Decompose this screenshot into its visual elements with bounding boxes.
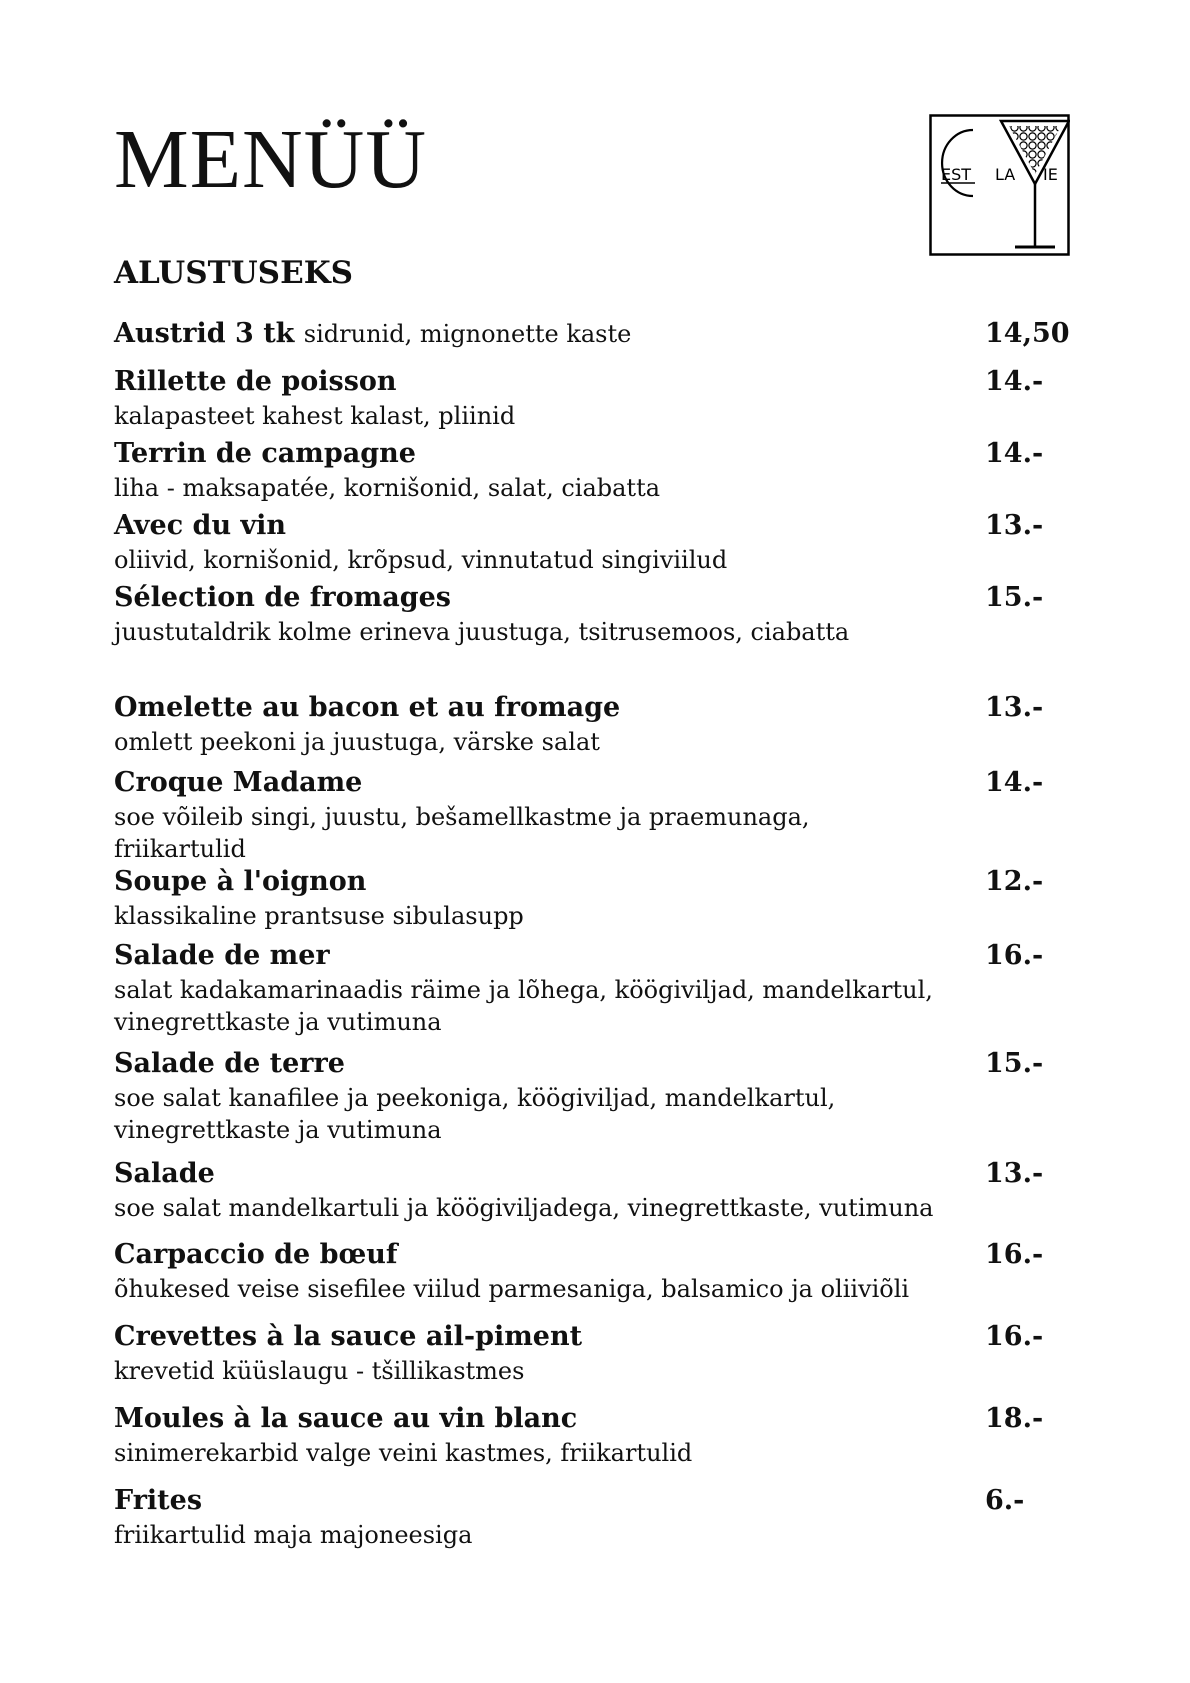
menu-item-name	[114, 508, 1064, 544]
menu-item-price: 13.-	[985, 1158, 1044, 1189]
menu-item-name	[114, 1319, 1064, 1355]
menu-item-description: liha - maksapatée, kornišonid, salat, ciabatta	[114, 474, 661, 502]
menu-item-description: soe salat mandelkartuli ja köögiviljadega, vinegrettkaste, vutimuna	[114, 1194, 934, 1222]
menu-item-description: sidrunid, mignonette kaste	[303, 320, 632, 348]
menu-item-name	[114, 364, 1064, 400]
menu-item-description: omlett peekoni ja juustuga, värske salat	[114, 728, 600, 756]
menu-item-description: salat kadakamarinaadis räime ja lõhega, köögiviljad, mandelkartul, vinegrettkaste ja vutimuna	[114, 976, 933, 1036]
menu-item	[114, 508, 1064, 576]
menu-item-title: Sélection de fromages	[114, 582, 451, 613]
menu-item	[114, 765, 1064, 865]
menu-item-description: klassikaline prantsuse sibulasupp	[114, 902, 524, 930]
menu-item-price: 6.-	[985, 1485, 1025, 1516]
svg-text:LA: LA	[995, 165, 1016, 184]
menu-item-title: Salade de terre	[114, 1048, 345, 1079]
menu-item-title: Salade de mer	[114, 940, 330, 971]
menu-item-title: Soupe à l'oignon	[114, 866, 367, 897]
menu-item-description: juustutaldrik kolme erineva juustuga, tsitrusemoos, ciabatta	[114, 618, 850, 646]
menu-item-price: 16.-	[985, 1239, 1044, 1270]
menu-item	[114, 864, 1064, 932]
menu-item	[114, 580, 1064, 648]
menu-item-description: õhukesed veise sisefilee viilud parmesaniga, balsamico ja oliiviõli	[114, 1275, 910, 1303]
menu-item-title: Moules à la sauce au vin blanc	[114, 1403, 578, 1434]
menu-item-price: 13.-	[985, 510, 1044, 541]
menu-item-description: kalapasteet kahest kalast, pliinid	[114, 402, 516, 430]
menu-item-description: soe salat kanafilee ja peekoniga, köögiviljad, mandelkartul, vinegrettkaste ja vutimuna	[114, 1084, 836, 1144]
menu-item-name	[114, 938, 1064, 974]
menu-item-price: 12.-	[985, 866, 1044, 897]
menu-item	[114, 1401, 1064, 1469]
menu-item-name	[114, 690, 1064, 726]
menu-item-price: 14.-	[985, 767, 1044, 798]
menu-item-description: sinimerekarbid valge veini kastmes, friikartulid	[114, 1439, 693, 1467]
menu-item-title: Avec du vin	[114, 510, 287, 541]
menu-item-name	[114, 580, 1064, 616]
cest-la-vie-logo	[929, 114, 1070, 256]
menu-item-name	[114, 1237, 1064, 1273]
menu-item-price: 18.-	[985, 1403, 1044, 1434]
menu-item	[114, 436, 1064, 504]
menu-item-title: Salade	[114, 1158, 215, 1189]
menu-item	[114, 364, 1064, 432]
menu-item-price: 13.-	[985, 692, 1044, 723]
menu-item-name	[114, 1401, 1064, 1437]
menu-item-price: 15.-	[985, 1048, 1044, 1079]
menu-item-title: Austrid 3 tk	[114, 318, 295, 349]
menu-item-description: soe võileib singi, juustu, bešamellkastme ja praemunaga, friikartulid	[114, 803, 810, 863]
menu-item-title: Crevettes à la sauce ail-piment	[114, 1321, 583, 1352]
menu-item-description: krevetid küüslaugu - tšillikastmes	[114, 1357, 525, 1385]
menu-item-name	[114, 1483, 1064, 1519]
menu-item	[114, 1483, 1064, 1551]
menu-item-title: Omelette au bacon et au fromage	[114, 692, 621, 723]
menu-item	[114, 1237, 1064, 1305]
menu-item-name	[114, 1046, 1064, 1082]
menu-item-title: Terrin de campagne	[114, 438, 416, 469]
menu-item-price: 14,50	[985, 318, 1070, 349]
menu-item-title: Rillette de poisson	[114, 366, 397, 397]
menu-item	[114, 938, 1064, 1038]
menu-item-title: Croque Madame	[114, 767, 363, 798]
menu-item-description: oliivid, kornišonid, krõpsud, vinnutatud singiviilud	[114, 546, 728, 574]
menu-item	[114, 1156, 1064, 1224]
menu-item	[114, 316, 1070, 352]
menu-item-price: 16.-	[985, 940, 1044, 971]
menu-item	[114, 1319, 1064, 1387]
menu-item-price: 15.-	[985, 582, 1044, 613]
menu-item-price: 14.-	[985, 366, 1044, 397]
menu-item-name	[114, 864, 1064, 900]
svg-text:EST: EST	[941, 165, 972, 184]
section-heading: ALUSTUSEKS	[114, 255, 354, 291]
menu-item-name	[114, 436, 1064, 472]
menu-item-name	[114, 1156, 1064, 1192]
menu-item-description: friikartulid maja majoneesiga	[114, 1521, 473, 1549]
menu-item-name	[114, 316, 1064, 352]
menu-item-price: 14.-	[985, 438, 1044, 469]
page-title: MENÜÜ	[114, 113, 427, 206]
menu-item-title: Carpaccio de bœuf	[114, 1239, 398, 1270]
menu-item-name	[114, 765, 1064, 801]
menu-item-price: 16.-	[985, 1321, 1044, 1352]
svg-text:IE: IE	[1043, 165, 1058, 184]
menu-item	[114, 690, 1064, 758]
menu-item	[114, 1046, 1064, 1146]
menu-item-title: Frites	[114, 1485, 203, 1516]
